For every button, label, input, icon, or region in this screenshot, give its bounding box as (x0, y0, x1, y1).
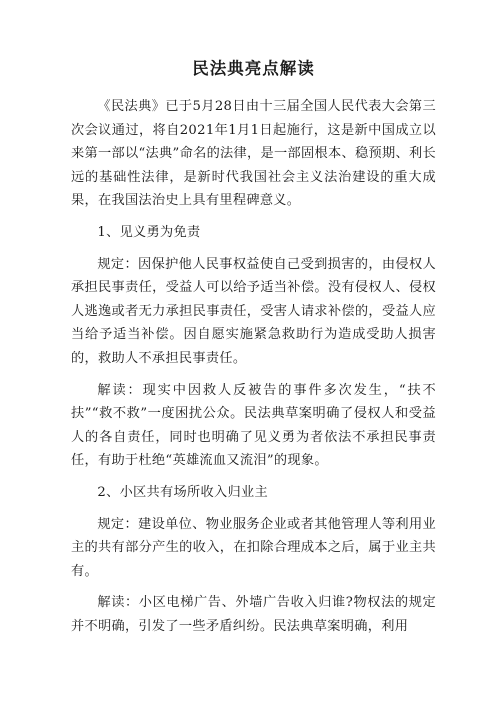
section-1-heading: 1、见义勇为免责 (97, 224, 201, 240)
section-2-rule: 规定：建设单位、物业服务企业或者其他管理人等利用业主的共有部分产生的收入，在扣除合理成本之后，属于业主共有。 (71, 516, 436, 579)
document-title: 民法典亮点解读 (192, 59, 315, 78)
intro-paragraph: 《民法典》已于5月28日由十三届全国人民代表大会第三次会议通过，将自2021年1月1日起施行，这是新中国成立以来第一部以“法典”命名的法律，是一部固根本、稳预期、利长远的基础性法律，是新时代我国社会主义法治建设的重大成果，在我国法治史上具有里程碑意义。 (71, 99, 436, 209)
section-2-heading: 2、小区共有场所收入归业主 (97, 484, 268, 500)
section-1-interpretation: 解读：现实中因救人反被告的事件多次发生，“扶不扶”“救不救”一度困扰公众。民法典草案明确了侵权人和受益人的各自责任，同时也明确了见义勇为者依法不承担民事责任，有助于杜绝“英雄流血又流泪”的现象。 (71, 382, 436, 469)
section-2-interpretation: 解读：小区电梯广告、外墙广告收入归谁?物权法的规定并不明确，引发了一些矛盾纠纷。民法典草案明确，利用 (71, 595, 436, 634)
section-1-rule: 规定：因保护他人民事权益使自己受到损害的，由侵权人承担民事责任，受益人可以给予适当补偿。没有侵权人、侵权人逃逸或者无力承担民事责任，受害人请求补偿的，受益人应当给予适当补偿。因自愿实施紧急救助行为造成受助人损害的，救助人不承担民事责任。 (71, 256, 436, 366)
